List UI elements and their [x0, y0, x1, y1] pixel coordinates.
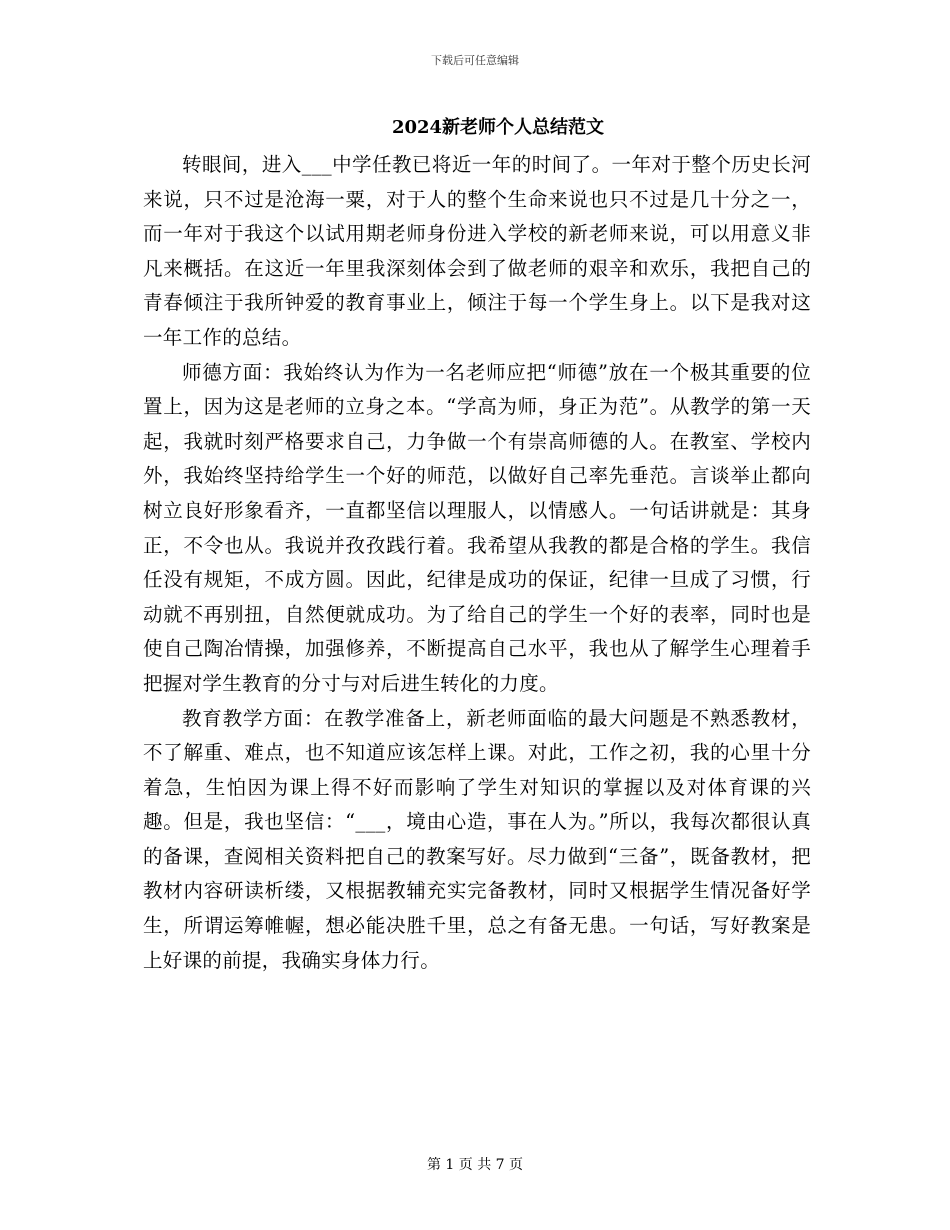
header-note: 下载后可任意编辑: [431, 54, 519, 67]
page-number: 第 1 页 共 7 页: [426, 1157, 524, 1173]
paragraph-intro: 转眼间，进入___中学任教已将近一年的时间了。一年对于整个历史长河来说，只不过是沧海一粟，对于人的整个生命来说也只不过是几十分之一，而一年对于我这个以试用期老师身份进入学校的新老师来说，可以用意义非凡来概括。在这近一年里我深刻体会到了做老师的艰辛和欢乐，我把自己的青春倾注于我所钟爱的教育事业上，倾注于每一个学生身上。以下是我对这一年工作的总结。: [143, 153, 811, 349]
document-title: 2024新老师个人总结范文: [391, 117, 605, 138]
paragraph-teacher-ethics: 师德方面：我始终认为作为一名老师应把“师德”放在一个极其重要的位置上，因为这是老师的立身之本。“学高为师，身正为范”。从教学的第一天起，我就时刻严格要求自己，力争做一个有崇高师德的人。在教室、学校内外，我始终坚持给学生一个好的师范，以做好自己率先垂范。言谈举止都向树立良好形象看齐，一直都坚信以理服人，以情感人。一句话讲就是：其身正，不令也从。我说并孜孜践行着。我希望从我教的都是合格的学生。我信任没有规矩，不成方圆。因此，纪律是成功的保证，纪律一旦成了习惯，行动就不再别扭，自然便就成功。为了给自己的学生一个好的表率，同时也是使自己陶冶情操，加强修养，不断提高自己水平，我也从了解学生心理着手把握对学生教育的分寸与对后进生转化的力度。: [143, 360, 811, 695]
paragraph-teaching: 教育教学方面：在教学准备上，新老师面临的最大问题是不熟悉教材，不了解重、难点，也不知道应该怎样上课。对此，工作之初，我的心里十分着急，生怕因为课上得不好而影响了学生对知识的掌握以及对体育课的兴趣。但是，我也坚信：“___，境由心造，事在人为。”所以，我每次都很认真的备课，查阅相关资料把自己的教案写好。尽力做到“三备”，既备教材，把教材内容研读析缕，又根据教辅充实完备教材，同时又根据学生情况备好学生，所谓运筹帷幄，想必能决胜千里，总之有备无患。一句话，写好教案是上好课的前提，我确实身体力行。: [143, 706, 811, 972]
document-body: [143, 148, 811, 978]
